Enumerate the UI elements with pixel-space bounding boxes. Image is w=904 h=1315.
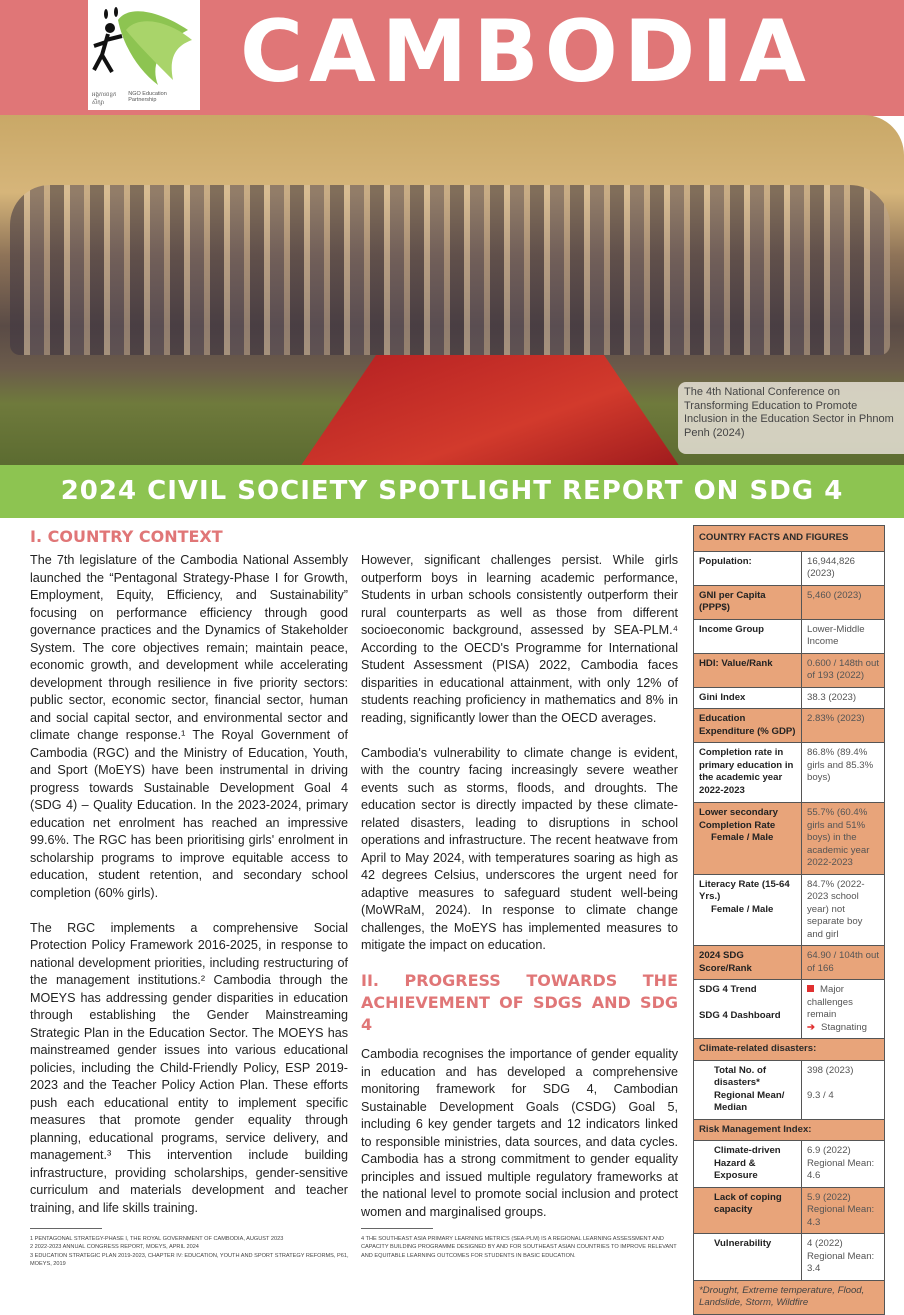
fact-value: 5,460 (2023) xyxy=(802,585,885,619)
country-title: CAMBODIA xyxy=(240,2,812,102)
fact-label xyxy=(694,1060,802,1119)
footnote: 2 2022-2023 ANNUAL CONGRESS REPORT, MOEYS, APRIL 2024 xyxy=(30,1244,199,1251)
header-band xyxy=(0,0,904,116)
fact-value xyxy=(802,1141,885,1188)
facts-title: COUNTRY FACTS AND FIGURES xyxy=(694,526,885,552)
fact-label-text: Literacy Rate (15-64 Yrs.) xyxy=(699,878,790,902)
risk-header: Risk Management Index: xyxy=(694,1119,885,1141)
footnote: 4 THE SOUTHEAST ASIA PRIMARY LEARNING METRICS (SEA-PLM) IS A REGIONAL LEARNING ASSESSMENT AND CAPACITY BUILDING PROGRAMME DESIGNED BY AND FOR SOUTHEAST ASIAN COUNTRIES TO IMPROVE RELEVANT AND EQUITABLE LEARNING OUTCOMES FOR STUDENTS IN BASIC EDUCATION. xyxy=(361,1236,677,1259)
fact-label: GNI per Capita (PPP$) xyxy=(694,585,802,619)
fact-value: 55.7% (60.4% girls and 51% boys) in the academic year 2022-2023 xyxy=(802,803,885,875)
paragraph: However, significant challenges persist. While girls outperform boys in learning academic performance, Students in urban schools consistently outperform their rural counterparts as well as those from different socioeconomic background, assessed by SEA-PLM.⁴ According to the OECD's Programme for International Student Assessment (PISA) 2022, Cambodia faces disparities in educational attainment, with only 12% of students reaching proficiency in mathematics and 8% in reading, significantly lower than the OECD averages. xyxy=(361,553,678,725)
left-column xyxy=(30,526,348,1235)
red-square-icon xyxy=(807,985,814,992)
fact-value: 16,944,826 (2023) xyxy=(802,551,885,585)
fact-label: Lack of coping capacity xyxy=(694,1187,802,1234)
arrow-right-icon: ➔ xyxy=(807,1021,816,1033)
fact-label: Gini Index xyxy=(694,687,802,709)
fact-label: 2024 SDG Score/Rank xyxy=(694,946,802,980)
dashboard-label: SDG 4 Dashboard xyxy=(699,1009,781,1021)
country-facts-table xyxy=(693,525,885,1315)
fact-value xyxy=(802,980,885,1039)
trend-label: SDG 4 Trend xyxy=(699,984,757,995)
fact-label: Completion rate in primary education in the academic year 2022-2023 xyxy=(694,743,802,803)
logo-text-english: NGO Education Partnership xyxy=(128,91,167,103)
footnote: 1 PENTAGONAL STRATEGY-PHASE I, THE ROYAL GOVERNMENT OF CAMBODIA, AUGUST 2023 xyxy=(30,1236,284,1242)
fact-label xyxy=(694,980,802,1039)
report-banner: 2024 CIVIL SOCIETY SPOTLIGHT REPORT ON SDG 4 xyxy=(0,465,904,518)
risk-value: 4 (2022) xyxy=(807,1238,843,1249)
risk-mean: Regional Mean: 4.3 xyxy=(807,1204,875,1228)
photo-caption: The 4th National Conference on Transforming Education to Promote Inclusion in the Education Sector in Phnom Penh (2024) xyxy=(678,382,904,454)
fact-label: Vulnerability xyxy=(694,1234,802,1281)
footnote-rule xyxy=(361,1228,433,1229)
risk-value: 5.9 (2022) xyxy=(807,1191,851,1203)
fact-label: Education Expenditure (% GDP) xyxy=(694,709,802,743)
footnotes-left xyxy=(30,1228,350,1268)
footnote-rule xyxy=(30,1228,102,1229)
table-footnote: *Drought, Extreme temperature, Flood, Landslide, Storm, Wildfire xyxy=(694,1280,885,1314)
section-heading: II. PROGRESS TOWARDS THE ACHIEVEMENT OF SDGS AND SDG 4 xyxy=(361,971,678,1034)
disasters-value: 398 (2023) xyxy=(807,1064,854,1076)
fact-sublabel: Female / Male xyxy=(711,903,774,915)
regional-label: Regional Mean/ Median xyxy=(714,1089,785,1113)
trend-value: Major challenges remain xyxy=(807,984,853,1020)
fact-value: 2.83% (2023) xyxy=(802,709,885,743)
paragraph: The 7th legislature of the Cambodia National Assembly launched the “Pentagonal Strategy-Phase I for Growth, Employment, Equity, Efficiency, and Sustainability” focusing on performance efficiency through good governance practices and the Dynamics of Stakeholder System. The core objectives remain; maintain peace, economic growth, and development while accelerating development through resilience in five priority sectors: public sector, economic sector, financial sector, human and social capital sector, and environmental sector and climate change response.¹ The Royal Government of Cambodia (RGC) and the Ministry of Education, Youth, and Sport (MoEYS) have been instrumental in driving progress towards Sustainable Development Goal 4 (SDG 4) – Quality Education. In the 2023-2024, primary education net enrolment has reached an impressive 99.6%. The RGC has been prioritising girls' enrolment in scholarship programs to improve equitable access to education, student retention, and secondary school completion (60% girls). xyxy=(30,553,348,900)
middle-column xyxy=(361,552,678,1239)
paragraph: The RGC implements a comprehensive Social Protection Policy Framework 2016-2025, in response to national development priorities, including restructuring of the management institutions.² Cambodia through the MOEYS has addressing gender disparities in education through establishing the Gender Mainstreaming Strategic Plan in the Education Sector. The MOEYS has mainstreamed gender issues into various educational policies, including the Child-Friendly Policy, ESP 2019-2023 and the Teacher Policy Action Plan. These efforts push each educational entity to implement specific measures that promote gender equality through planning, educational programs, service delivery, and management.³ This intervention include building infrastructure, providing scholarships, gender-sensitive curriculum and materials development and teacher training, and life skills training. xyxy=(30,920,348,1215)
logo-text-khmer: អង្គការពន្លកសិក្សា xyxy=(92,92,117,106)
conference-photo xyxy=(0,115,904,467)
crowd-image xyxy=(10,185,890,355)
risk-mean: Regional Mean: 3.4 xyxy=(807,1250,875,1274)
paragraph: Cambodia's vulnerability to climate change is evident, with the country facing increasingly severe weather events such as storms, floods, and droughts. The education sector is directly impacted by these climate-related disasters, leading to disruptions in school operations and infrastructure. The recent heatwave from April to May 2024, with temperatures soaring as high as 42 degrees Celsius, underscores the urgent need for adaptive measures to safeguard student well-being (MoWRaM, 2024). In response to climate change challenges, the MoEYS has implemented measures to mitigate the impact on education. xyxy=(361,745,678,952)
fact-label: HDI: Value/Rank xyxy=(694,653,802,687)
footnotes-right xyxy=(361,1228,681,1260)
fact-value: 64.90 / 104th out of 166 xyxy=(802,946,885,980)
regional-value: 9.3 / 4 xyxy=(807,1090,834,1101)
fact-value: Lower-Middle Income xyxy=(802,619,885,653)
paragraph: Cambodia recognises the importance of gender equality in education and has developed a comprehensive monitoring framework for SDG 4, Cambodian Sustainable Development Goals (CSDG) Goal 5, including 6 key gender targets and 12 indicators linked to responsible ministries, data sources, and data cycles. Cambodia has a strong commitment to gender equality principles and issued multiple regulatory frameworks at the national level to promote social inclusion and protect women and marginalised groups. xyxy=(361,1047,678,1219)
dashboard-value: Stagnating xyxy=(821,1021,867,1033)
footnote: 3 EDUCATION STRATEGIC PLAN 2019-2023, CHAPTER IV: EDUCATION, YOUTH AND SPORT STRATEGY REFORMS, P61, MOEYS, 2019 xyxy=(30,1252,349,1267)
carpet-image xyxy=(300,355,680,467)
disasters-label: Total No. of disasters* xyxy=(714,1064,767,1088)
fact-label: Income Group xyxy=(694,619,802,653)
fact-value: 86.8% (89.4% girls and 85.3% boys) xyxy=(802,743,885,803)
risk-value: 6.9 (2022) xyxy=(807,1145,851,1156)
fact-value: 0.600 / 148th out of 193 (2022) xyxy=(802,653,885,687)
fact-value xyxy=(802,1187,885,1234)
fact-value xyxy=(802,1060,885,1119)
section-heading: I. COUNTRY CONTEXT xyxy=(30,527,223,546)
climate-header: Climate-related disasters: xyxy=(694,1039,885,1061)
fact-label: Climate-driven Hazard & Exposure xyxy=(694,1141,802,1188)
fact-label xyxy=(694,874,802,946)
fact-sublabel: Female / Male xyxy=(711,832,774,843)
risk-mean: Regional Mean: 4.6 xyxy=(807,1157,875,1181)
fact-label xyxy=(694,803,802,875)
fact-value: 84.7% (2022-2023 school year) not separate boy and girl xyxy=(802,874,885,946)
fact-label-text: Lower secondary Completion Rate xyxy=(699,807,778,831)
logo-figure-icon xyxy=(88,0,200,90)
fact-value: 38.3 (2023) xyxy=(802,687,885,709)
ngo-education-partnership-logo xyxy=(88,0,200,110)
fact-label: Population: xyxy=(694,551,802,585)
fact-value xyxy=(802,1234,885,1281)
